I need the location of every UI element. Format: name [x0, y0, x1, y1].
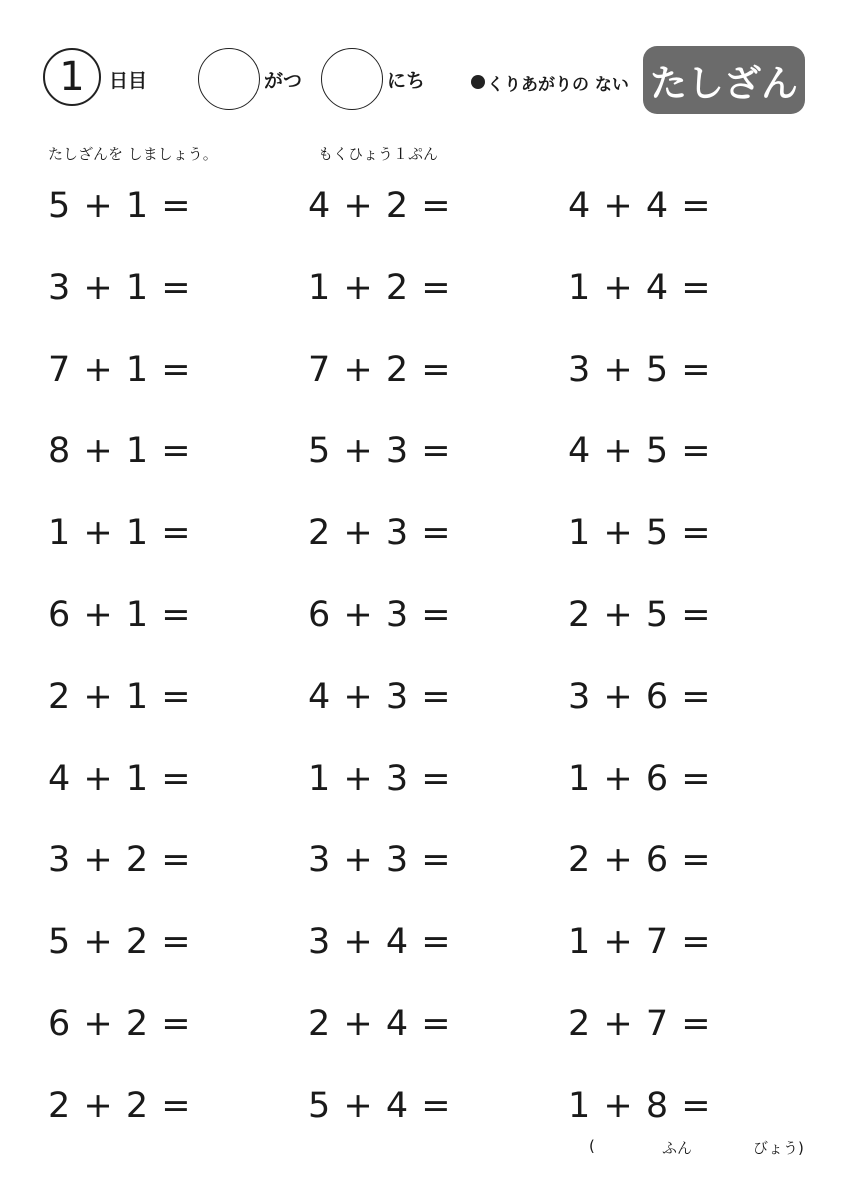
math-problem: 1 + 5 =	[568, 513, 712, 553]
math-problem: 7 + 1 =	[48, 350, 192, 390]
math-problem: 3 + 6 =	[568, 677, 712, 717]
math-problem: 5 + 1 =	[48, 186, 192, 226]
math-problem: 4 + 4 =	[568, 186, 712, 226]
math-problem: 4 + 5 =	[568, 431, 712, 471]
math-problem: 1 + 8 =	[568, 1086, 712, 1126]
math-problem: 3 + 2 =	[48, 840, 192, 880]
math-problem: 2 + 5 =	[568, 595, 712, 635]
math-problem: 5 + 4 =	[308, 1086, 452, 1126]
goal-text: もくひょう１ぷん	[318, 145, 439, 163]
math-problem: 6 + 2 =	[48, 1004, 192, 1044]
math-problem: 6 + 1 =	[48, 595, 192, 635]
math-problem: 7 + 2 =	[308, 350, 452, 390]
minutes-label: ふん	[662, 1139, 693, 1157]
math-problem: 1 + 6 =	[568, 759, 712, 799]
seconds-label: びょう)	[753, 1139, 804, 1157]
bullet-icon	[471, 75, 485, 89]
math-problem: 1 + 1 =	[48, 513, 192, 553]
instruction-text: たしざんを しましょう。	[48, 145, 218, 163]
math-problem: 1 + 2 =	[308, 268, 452, 308]
title-badge	[643, 46, 805, 114]
timer-open-paren: (	[589, 1137, 595, 1155]
math-problem: 1 + 3 =	[308, 759, 452, 799]
math-problem: 1 + 4 =	[568, 268, 712, 308]
math-problem: 2 + 3 =	[308, 513, 452, 553]
date-input-circle[interactable]	[321, 48, 383, 110]
math-problem: 4 + 2 =	[308, 186, 452, 226]
day-number: 1	[59, 54, 85, 100]
math-problem: 2 + 4 =	[308, 1004, 452, 1044]
math-problem: 6 + 3 =	[308, 595, 452, 635]
day-number-circle	[43, 48, 101, 106]
math-problem: 2 + 7 =	[568, 1004, 712, 1044]
math-problem: 8 + 1 =	[48, 431, 192, 471]
month-label: がつ	[264, 70, 303, 92]
math-problem: 2 + 2 =	[48, 1086, 192, 1126]
category-label: くりあがりの ない	[487, 75, 629, 95]
date-label: にち	[387, 70, 426, 92]
math-problem: 4 + 3 =	[308, 677, 452, 717]
day-label: 日目	[109, 70, 148, 92]
math-problem: 2 + 6 =	[568, 840, 712, 880]
timer-record	[589, 1137, 819, 1159]
math-problem: 5 + 3 =	[308, 431, 452, 471]
math-problem: 3 + 1 =	[48, 268, 192, 308]
worksheet-title: たしざん	[650, 62, 798, 105]
math-problem: 4 + 1 =	[48, 759, 192, 799]
math-problem: 3 + 5 =	[568, 350, 712, 390]
math-problem: 3 + 3 =	[308, 840, 452, 880]
math-problem: 5 + 2 =	[48, 922, 192, 962]
month-input-circle[interactable]	[198, 48, 260, 110]
math-problem: 3 + 4 =	[308, 922, 452, 962]
math-problem: 2 + 1 =	[48, 677, 192, 717]
math-problem: 1 + 7 =	[568, 922, 712, 962]
